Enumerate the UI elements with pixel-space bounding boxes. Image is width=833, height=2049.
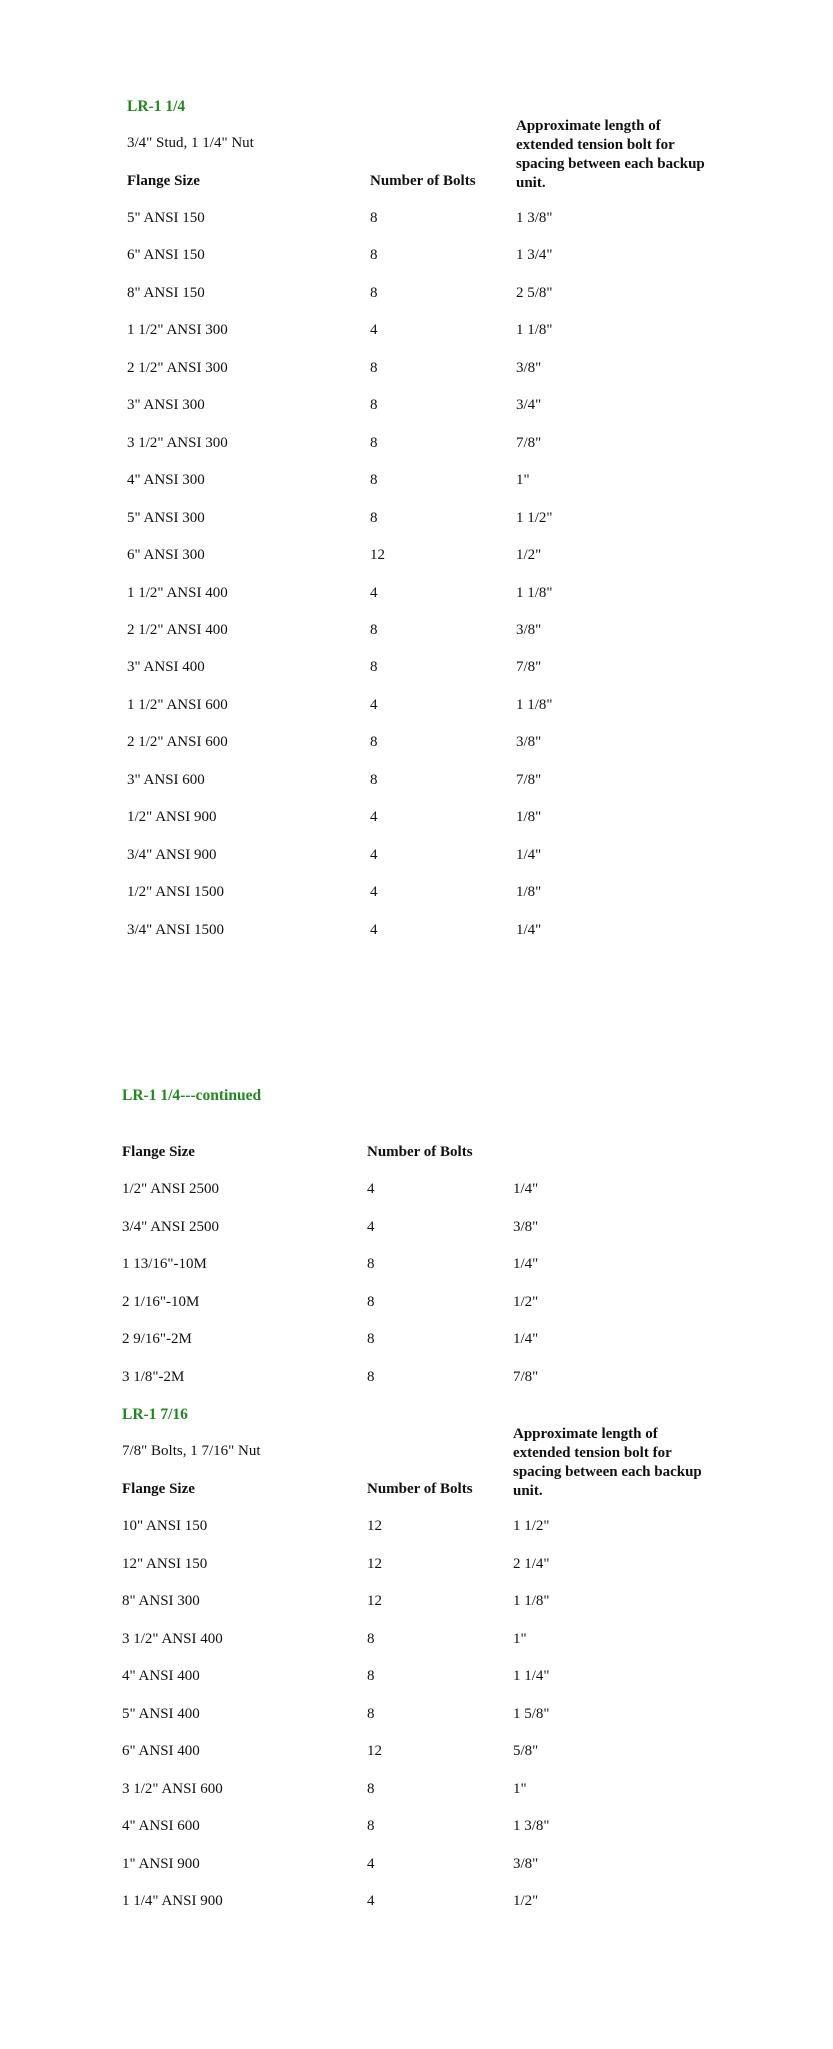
header-approximate-length: Approximate length of extended tension bolt for spacing between each backup unit. bbox=[516, 118, 705, 191]
header-flange-size: Flange Size bbox=[122, 1144, 195, 1160]
number-of-bolts-cell: 4 bbox=[367, 1856, 375, 1872]
number-of-bolts-cell: 4 bbox=[370, 809, 378, 825]
header-flange-size: Flange Size bbox=[122, 1481, 195, 1497]
length-cell: 1 1/8" bbox=[516, 697, 553, 713]
number-of-bolts-cell: 8 bbox=[367, 1369, 375, 1385]
length-cell: 3/8" bbox=[516, 734, 542, 750]
section-subtitle: 7/8" Bolts, 1 7/16" Nut bbox=[122, 1443, 261, 1459]
number-of-bolts-cell: 8 bbox=[370, 510, 378, 526]
flange-size-cell: 1 1/2" ANSI 400 bbox=[127, 585, 228, 601]
length-cell: 1/4" bbox=[513, 1256, 539, 1272]
flange-size-cell: 5" ANSI 150 bbox=[127, 210, 205, 226]
flange-size-cell: 1/2" ANSI 1500 bbox=[127, 884, 224, 900]
length-cell: 1" bbox=[513, 1781, 527, 1797]
number-of-bolts-cell: 8 bbox=[370, 285, 378, 301]
length-cell: 3/4" bbox=[516, 397, 542, 413]
flange-size-cell: 4" ANSI 600 bbox=[122, 1818, 200, 1834]
table-row bbox=[0, 435, 833, 455]
flange-size-cell: 3" ANSI 600 bbox=[127, 772, 205, 788]
table-row bbox=[0, 360, 833, 380]
table-row bbox=[0, 585, 833, 605]
table-row bbox=[0, 247, 833, 267]
header-number-of-bolts: Number of Bolts bbox=[367, 1144, 473, 1160]
table-row bbox=[0, 1294, 833, 1314]
flange-size-cell: 6" ANSI 400 bbox=[122, 1743, 200, 1759]
flange-size-cell: 3/4" ANSI 900 bbox=[127, 847, 217, 863]
flange-size-cell: 8" ANSI 300 bbox=[122, 1593, 200, 1609]
header-number-of-bolts: Number of Bolts bbox=[367, 1481, 473, 1497]
table-row bbox=[0, 1181, 833, 1201]
number-of-bolts-cell: 8 bbox=[370, 622, 378, 638]
number-of-bolts-cell: 4 bbox=[367, 1181, 375, 1197]
flange-size-cell: 3 1/2" ANSI 300 bbox=[127, 435, 228, 451]
length-cell: 1/8" bbox=[516, 884, 542, 900]
table-row bbox=[0, 1668, 833, 1688]
length-cell: 2 1/4" bbox=[513, 1556, 550, 1572]
number-of-bolts-cell: 8 bbox=[367, 1706, 375, 1722]
number-of-bolts-cell: 12 bbox=[370, 547, 385, 563]
flange-size-cell: 3 1/2" ANSI 600 bbox=[122, 1781, 223, 1797]
length-cell: 2 5/8" bbox=[516, 285, 553, 301]
number-of-bolts-cell: 8 bbox=[367, 1331, 375, 1347]
number-of-bolts-cell: 4 bbox=[370, 847, 378, 863]
length-cell: 3/8" bbox=[516, 360, 542, 376]
length-cell: 1/2" bbox=[513, 1294, 539, 1310]
number-of-bolts-cell: 4 bbox=[370, 922, 378, 938]
table-row bbox=[0, 697, 833, 717]
table-row bbox=[0, 472, 833, 492]
flange-size-cell: 6" ANSI 150 bbox=[127, 247, 205, 263]
table-row bbox=[0, 1631, 833, 1651]
section-title: LR-1 1/4 bbox=[127, 98, 186, 115]
length-cell: 1/4" bbox=[513, 1181, 539, 1197]
table-row bbox=[0, 1856, 833, 1876]
length-cell: 1 1/4" bbox=[513, 1668, 550, 1684]
table-row bbox=[0, 1743, 833, 1763]
length-cell: 1/2" bbox=[513, 1893, 539, 1909]
length-cell: 1 1/8" bbox=[516, 322, 553, 338]
flange-size-cell: 2 1/2" ANSI 400 bbox=[127, 622, 228, 638]
table-row bbox=[0, 1556, 833, 1576]
flange-size-cell: 3/4" ANSI 1500 bbox=[127, 922, 224, 938]
number-of-bolts-cell: 8 bbox=[370, 772, 378, 788]
number-of-bolts-cell: 8 bbox=[367, 1294, 375, 1310]
table-row bbox=[0, 1369, 833, 1389]
table-row bbox=[0, 622, 833, 642]
number-of-bolts-cell: 8 bbox=[370, 247, 378, 263]
number-of-bolts-cell: 12 bbox=[367, 1556, 382, 1572]
header-number-of-bolts: Number of Bolts bbox=[370, 173, 476, 189]
length-cell: 1/2" bbox=[516, 547, 542, 563]
flange-size-cell: 2 9/16"-2M bbox=[122, 1331, 192, 1347]
table-row bbox=[0, 397, 833, 417]
length-cell: 1/4" bbox=[516, 922, 542, 938]
flange-size-cell: 6" ANSI 300 bbox=[127, 547, 205, 563]
table-row bbox=[0, 322, 833, 342]
number-of-bolts-cell: 4 bbox=[367, 1219, 375, 1235]
flange-size-cell: 5" ANSI 300 bbox=[127, 510, 205, 526]
length-cell: 7/8" bbox=[516, 435, 542, 451]
table-row bbox=[0, 285, 833, 305]
flange-size-cell: 2 1/2" ANSI 300 bbox=[127, 360, 228, 376]
table-row bbox=[0, 1256, 833, 1276]
flange-size-cell: 1 1/4" ANSI 900 bbox=[122, 1893, 223, 1909]
length-cell: 3/8" bbox=[513, 1219, 539, 1235]
number-of-bolts-cell: 8 bbox=[370, 360, 378, 376]
flange-size-cell: 5" ANSI 400 bbox=[122, 1706, 200, 1722]
header-approximate-length: Approximate length of extended tension bolt for spacing between each backup unit. bbox=[513, 1426, 702, 1499]
flange-size-cell: 1/2" ANSI 900 bbox=[127, 809, 217, 825]
length-cell: 1 5/8" bbox=[513, 1706, 550, 1722]
length-cell: 1 3/4" bbox=[516, 247, 553, 263]
flange-size-cell: 3" ANSI 300 bbox=[127, 397, 205, 413]
number-of-bolts-cell: 8 bbox=[370, 659, 378, 675]
table-row bbox=[0, 547, 833, 567]
number-of-bolts-cell: 12 bbox=[367, 1743, 382, 1759]
number-of-bolts-cell: 4 bbox=[370, 585, 378, 601]
number-of-bolts-cell: 4 bbox=[370, 697, 378, 713]
length-cell: 1 3/8" bbox=[513, 1818, 550, 1834]
number-of-bolts-cell: 4 bbox=[370, 884, 378, 900]
flange-size-cell: 10" ANSI 150 bbox=[122, 1518, 208, 1534]
number-of-bolts-cell: 12 bbox=[367, 1518, 382, 1534]
number-of-bolts-cell: 8 bbox=[367, 1818, 375, 1834]
number-of-bolts-cell: 8 bbox=[367, 1781, 375, 1797]
table-row bbox=[0, 1518, 833, 1538]
length-cell: 7/8" bbox=[516, 659, 542, 675]
length-cell: 1" bbox=[516, 472, 530, 488]
length-cell: 1/4" bbox=[513, 1331, 539, 1347]
number-of-bolts-cell: 8 bbox=[370, 472, 378, 488]
number-of-bolts-cell: 4 bbox=[367, 1893, 375, 1909]
flange-size-cell: 4" ANSI 300 bbox=[127, 472, 205, 488]
number-of-bolts-cell: 8 bbox=[367, 1631, 375, 1647]
table-row bbox=[0, 659, 833, 679]
length-cell: 1/8" bbox=[516, 809, 542, 825]
number-of-bolts-cell: 4 bbox=[370, 322, 378, 338]
flange-size-cell: 2 1/16"-10M bbox=[122, 1294, 200, 1310]
length-cell: 7/8" bbox=[513, 1369, 539, 1385]
length-cell: 1/4" bbox=[516, 847, 542, 863]
flange-size-cell: 2 1/2" ANSI 600 bbox=[127, 734, 228, 750]
table-row bbox=[0, 510, 833, 530]
number-of-bolts-cell: 8 bbox=[370, 734, 378, 750]
flange-size-cell: 12" ANSI 150 bbox=[122, 1556, 208, 1572]
table-row bbox=[0, 922, 833, 942]
flange-size-cell: 1 1/2" ANSI 600 bbox=[127, 697, 228, 713]
table-row bbox=[0, 1331, 833, 1351]
section-subtitle: 3/4" Stud, 1 1/4" Nut bbox=[127, 135, 254, 151]
section-title: LR-1 7/16 bbox=[122, 1406, 188, 1423]
flange-size-cell: 3" ANSI 400 bbox=[127, 659, 205, 675]
table-row bbox=[0, 772, 833, 792]
number-of-bolts-cell: 8 bbox=[367, 1256, 375, 1272]
length-cell: 1 3/8" bbox=[516, 210, 553, 226]
length-cell: 1 1/8" bbox=[516, 585, 553, 601]
table-row bbox=[0, 1219, 833, 1239]
flange-size-cell: 1" ANSI 900 bbox=[122, 1856, 200, 1872]
table-row bbox=[0, 809, 833, 829]
table-row bbox=[0, 1781, 833, 1801]
number-of-bolts-cell: 12 bbox=[367, 1593, 382, 1609]
flange-size-cell: 1/2" ANSI 2500 bbox=[122, 1181, 219, 1197]
table-row bbox=[0, 1818, 833, 1838]
flange-size-cell: 4" ANSI 400 bbox=[122, 1668, 200, 1684]
flange-size-cell: 1 13/16"-10M bbox=[122, 1256, 207, 1272]
flange-size-cell: 3/4" ANSI 2500 bbox=[122, 1219, 219, 1235]
length-cell: 3/8" bbox=[516, 622, 542, 638]
section-title: LR-1 1/4---continued bbox=[122, 1087, 262, 1104]
table-row bbox=[0, 734, 833, 754]
table-row bbox=[0, 1593, 833, 1613]
header-flange-size: Flange Size bbox=[127, 173, 200, 189]
flange-size-cell: 3 1/2" ANSI 400 bbox=[122, 1631, 223, 1647]
table-row bbox=[0, 884, 833, 904]
table-row bbox=[0, 1893, 833, 1913]
flange-size-cell: 3 1/8"-2M bbox=[122, 1369, 185, 1385]
length-cell: 1 1/2" bbox=[513, 1518, 550, 1534]
number-of-bolts-cell: 8 bbox=[370, 435, 378, 451]
table-row bbox=[0, 210, 833, 230]
flange-size-cell: 8" ANSI 150 bbox=[127, 285, 205, 301]
length-cell: 5/8" bbox=[513, 1743, 539, 1759]
length-cell: 3/8" bbox=[513, 1856, 539, 1872]
table-row bbox=[0, 1706, 833, 1726]
table-row bbox=[0, 847, 833, 867]
length-cell: 1 1/8" bbox=[513, 1593, 550, 1609]
number-of-bolts-cell: 8 bbox=[370, 397, 378, 413]
number-of-bolts-cell: 8 bbox=[367, 1668, 375, 1684]
length-cell: 1" bbox=[513, 1631, 527, 1647]
flange-size-cell: 1 1/2" ANSI 300 bbox=[127, 322, 228, 338]
length-cell: 1 1/2" bbox=[516, 510, 553, 526]
number-of-bolts-cell: 8 bbox=[370, 210, 378, 226]
length-cell: 7/8" bbox=[516, 772, 542, 788]
